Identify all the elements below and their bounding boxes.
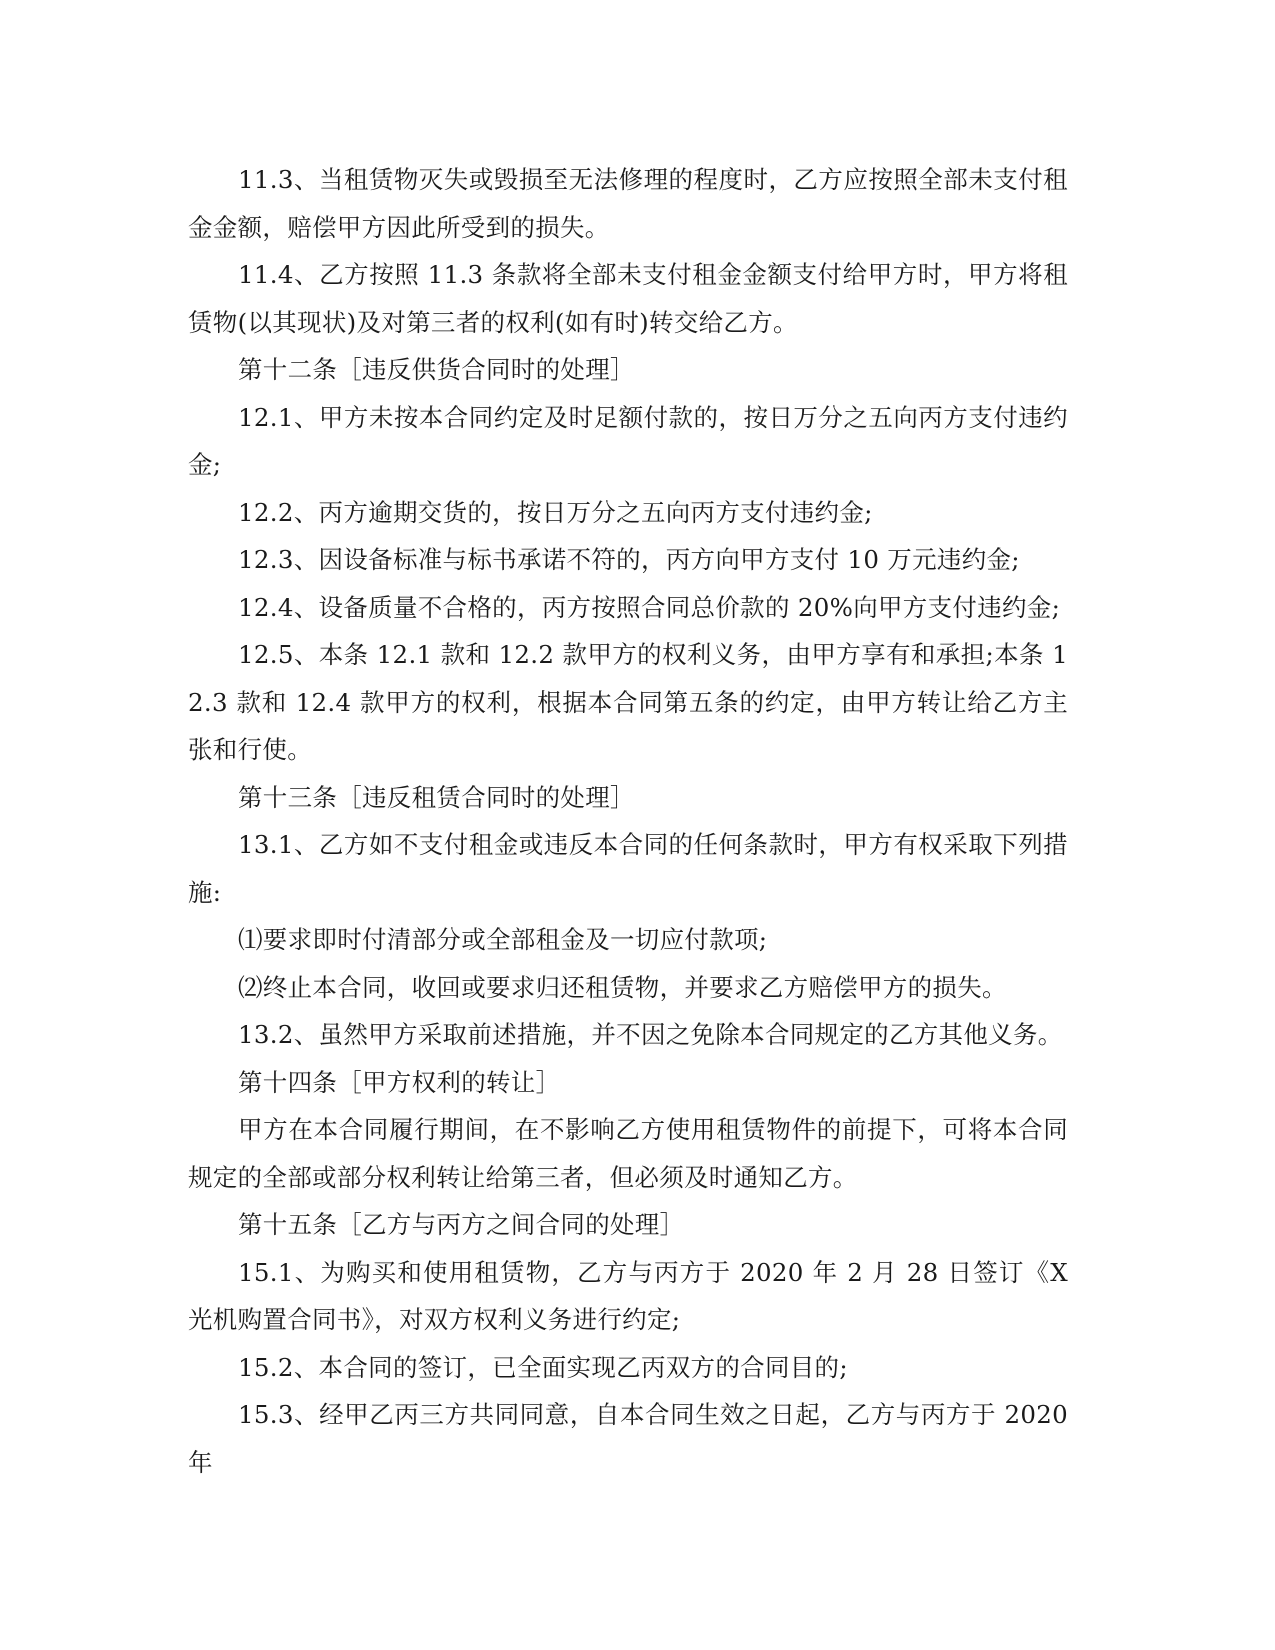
paragraph-13-2: 13.2、虽然甲方采取前述措施，并不因之免除本合同规定的乙方其他义务。 [238, 1020, 1063, 1049]
document-body [188, 156, 1068, 1486]
paragraph-12-4: 12.4、设备质量不合格的，丙方按照合同总价款的 20%向甲方支付违约金; [238, 592, 1061, 622]
article-14-heading: 第十四条［甲方权利的转让］ [238, 1067, 561, 1097]
article-13-heading: 第十三条［违反租赁合同时的处理］ [238, 782, 635, 812]
paragraph-15-1: 15.1、为购买和使用租赁物，乙方与丙方于 2020 年 2 月 28 日签订《X 光机购置合同书》，对双方权利义务进行约定; [188, 1257, 1068, 1334]
article-15-heading: 第十五条［乙方与丙方之间合同的处理］ [238, 1210, 685, 1239]
paragraph-12-3: 12.3、因设备标准与标书承诺不符的，丙方向甲方支付 10 万元违约金; [238, 545, 1020, 574]
paragraph-11-4: 11.4、乙方按照 11.3 条款将全部未支付租金金额支付给甲方时，甲方将租赁物(以其现状)及对第三者的权利(如有时)转交给乙方。 [188, 260, 1068, 337]
paragraph-12-5: 12.5、本条 12.1 款和 12.2 款甲方的权利义务，由甲方享有和承担;本条 12.3 款和 12.4 款甲方的权利，根据本合同第五条的约定，由甲方转让给乙方主张和行使。 [188, 640, 1068, 764]
paragraph-13-1-item-2: ⑵终止本合同，收回或要求归还租赁物，并要求乙方赔偿甲方的损失。 [238, 972, 1007, 1002]
paragraph-13-1: 13.1、乙方如不支付租金或违反本合同的任何条款时，甲方有权采取下列措施: [188, 830, 1068, 907]
paragraph-13-1-item-1: ⑴要求即时付清部分或全部租金及一切应付款项; [238, 925, 768, 954]
paragraph-12-2: 12.2、丙方逾期交货的，按日万分之五向丙方支付违约金; [238, 497, 873, 527]
article-12-heading: 第十二条［违反供货合同时的处理］ [238, 355, 635, 384]
paragraph-15-2: 15.2、本合同的签订，已全面实现乙丙双方的合同目的; [238, 1352, 848, 1382]
paragraph-11-3: 11.3、当租赁物灭失或毁损至无法修理的程度时，乙方应按照全部未支付租金金额，赔偿甲方因此所受到的损失。 [188, 165, 1068, 242]
paragraph-14-body: 甲方在本合同履行期间，在不影响乙方使用租赁物件的前提下，可将本合同规定的全部或部分权利转让给第三者，但必须及时通知乙方。 [188, 1115, 1068, 1192]
paragraph-12-1: 12.1、甲方未按本合同约定及时足额付款的，按日万分之五向丙方支付违约金; [188, 402, 1068, 479]
paragraph-15-3: 15.3、经甲乙丙三方共同同意，自本合同生效之日起，乙方与丙方于 2020 年 [188, 1400, 1068, 1477]
